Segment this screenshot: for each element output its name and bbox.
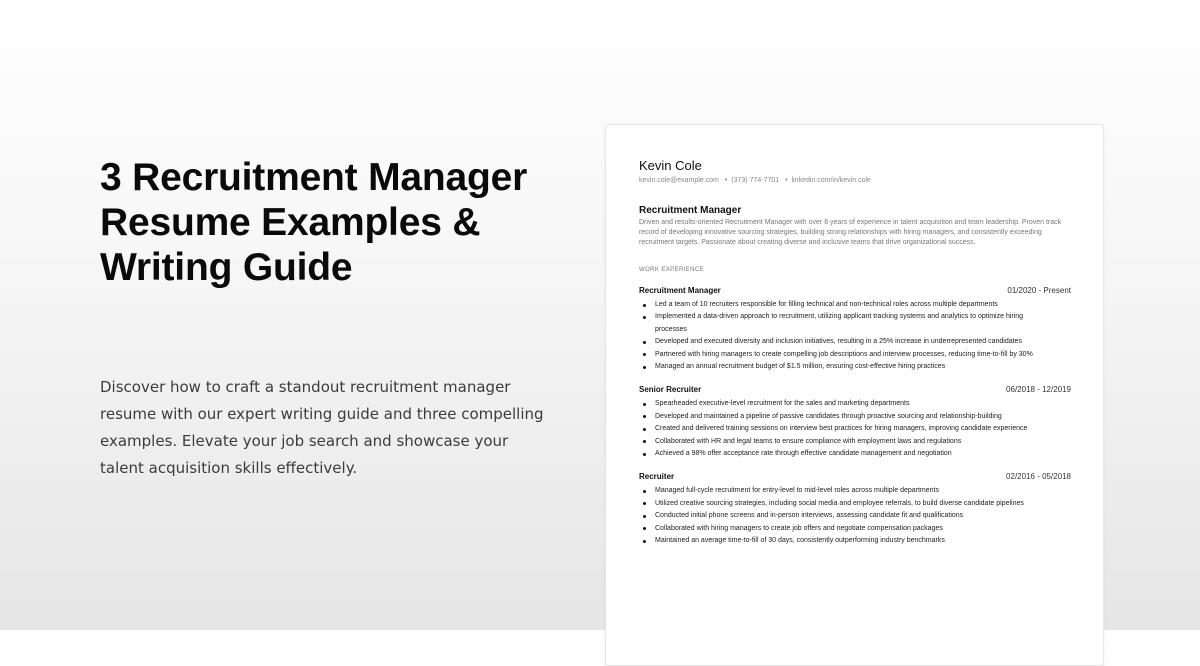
job-dates: 01/2020 - Present: [1007, 286, 1071, 295]
page-description: Discover how to craft a standout recruitment manager resume with our expert writing guide and three compelling examples. Elevate your job search and showcase your talent acquisition skills effectively.: [100, 378, 544, 477]
resume-preview-card: [605, 124, 1104, 666]
job-bullet: Collaborated with HR and legal teams to ensure compliance with employment laws and regulations: [655, 436, 1055, 448]
job-title: Senior Recruiter: [639, 385, 702, 395]
resume-content: [639, 158, 1071, 548]
resume-summary: Driven and results-oriented Recruitment Manager with over 8 years of experience in talent acquisition and team leadership. Proven track record of developing innovative sourcing strategies, building strong relationships with hiring managers, and consistently exceeding recruitment targets. Passionate about creating diverse and inclusive teams that drive organizational success.: [639, 219, 1062, 246]
job-bullet: Managed an annual recruitment budget of $1.5 million, ensuring cost-effective hiring practices: [655, 361, 1055, 373]
job-bullets: [639, 299, 1071, 373]
job-bullet: Implemented a data-driven approach to recruitment, utilizing applicant tracking systems and analytics to optimize hiring processes: [655, 311, 1055, 336]
job-entry: [639, 385, 1071, 460]
job-bullet: Managed full-cycle recruitment for entry-level to mid-level roles across multiple departments: [655, 485, 1055, 497]
job-bullet: Collaborated with hiring managers to create job offers and negotiate compensation packages: [655, 523, 1055, 535]
resume-email: kevin.cole@example.com: [639, 177, 719, 184]
job-bullets: [639, 485, 1071, 547]
resume-contact-line: [639, 176, 1071, 185]
job-bullet: Utilized creative sourcing strategies, including social media and employee referrals, to build diverse candidate pipelines: [655, 498, 1055, 510]
job-entry: [639, 286, 1071, 373]
resume-linkedin: linkedin.com/in/kevin.cole: [791, 177, 871, 184]
resume-phone: (373) 774-7701: [731, 177, 780, 184]
resume-name: Kevin Cole: [639, 158, 702, 173]
page-headline: 3 Recruitment Manager Resume Examples & Writing Guide: [100, 156, 528, 289]
job-bullet: Spearheaded executive-level recruitment for the sales and marketing departments: [655, 398, 1055, 410]
job-bullet: Partnered with hiring managers to create compelling job descriptions and interview processes, reducing time-to-fill by 30%: [655, 349, 1055, 361]
job-title: Recruitment Manager: [639, 286, 721, 295]
job-entry: [639, 472, 1071, 547]
job-bullet: Conducted initial phone screens and in-person interviews, assessing candidate fit and qualifications: [655, 510, 1055, 522]
job-bullet: Developed and executed diversity and inclusion initiatives, resulting in a 25% increase in underrepresented candidates: [655, 336, 1055, 348]
job-title: Recruiter: [639, 472, 675, 482]
work-experience-heading: WORK EXPERIENCE: [639, 267, 705, 273]
job-bullet: Achieved a 98% offer acceptance rate through effective candidate management and negotiation: [655, 448, 1055, 460]
contact-separator: •: [785, 177, 788, 184]
job-bullet: Created and delivered training sessions on interview best practices for hiring managers, improving candidate experience: [655, 423, 1055, 435]
job-bullet: Developed and maintained a pipeline of passive candidates through proactive sourcing and relationship-building: [655, 411, 1055, 423]
job-dates: 06/2018 - 12/2019: [1006, 385, 1071, 395]
job-dates: 02/2016 - 05/2018: [1006, 472, 1071, 482]
job-bullet: Maintained an average time-to-fill of 30 days, consistently outperforming industry benchmarks: [655, 535, 1055, 547]
job-bullets: [639, 398, 1071, 460]
contact-separator: •: [724, 177, 728, 184]
resume-title: Recruitment Manager: [639, 205, 742, 216]
job-bullet: Led a team of 10 recruiters responsible for filling technical and non-technical roles across multiple departments: [655, 299, 1055, 311]
